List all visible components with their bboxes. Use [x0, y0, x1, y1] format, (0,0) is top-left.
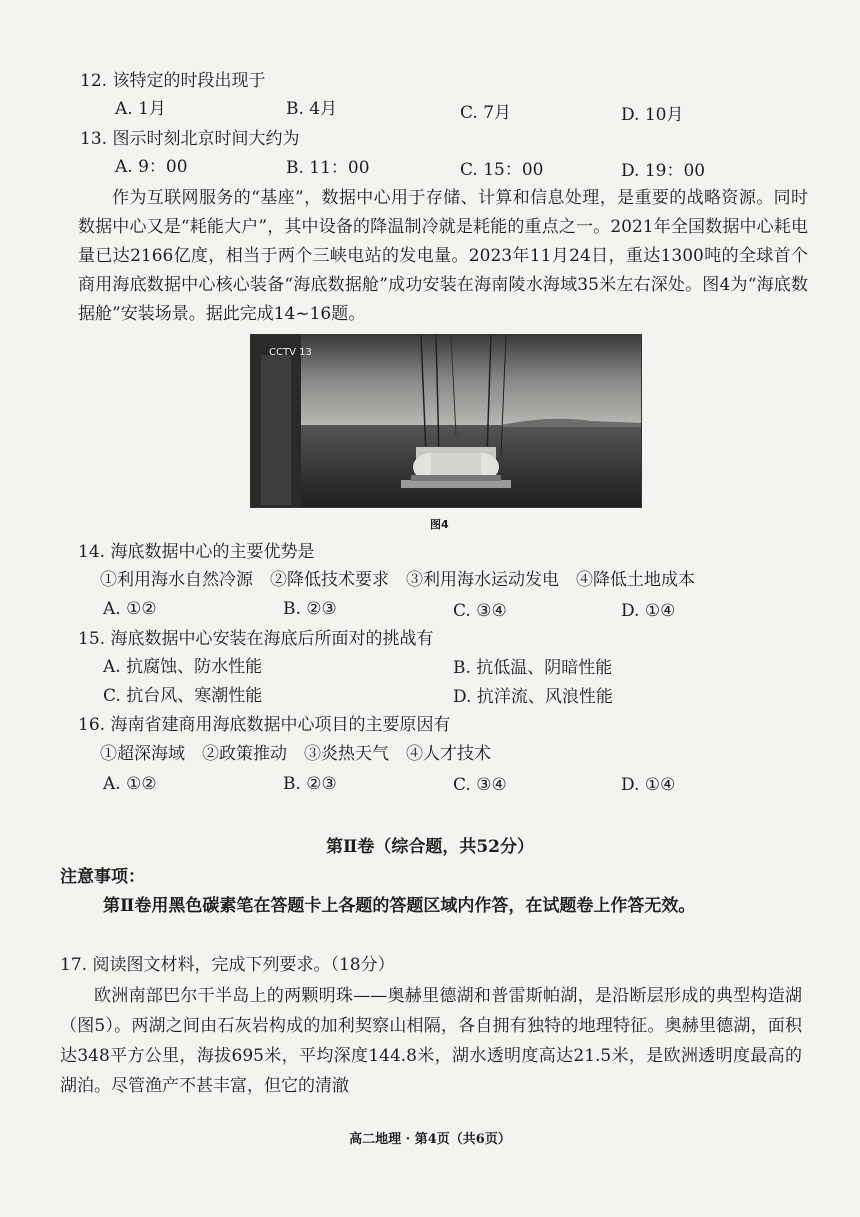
q16-items: ①超深海域 ②政策推动 ③炎热天气 ④人才技术: [100, 744, 491, 764]
q12-option-d: D. 10月: [621, 105, 684, 125]
question-15-stem: 15. 海底数据中心安装在海底后所面对的挑战有: [78, 629, 434, 649]
question-13-stem: 13. 图示时刻北京时间大约为: [80, 129, 300, 149]
q12-option-a: A. 1月: [115, 99, 166, 119]
notice-text: 第Ⅱ卷用黑色碳素笔在答题卡上各题的答题区域内作答，在试题卷上作答无效。: [103, 896, 696, 916]
question-14-stem: 14. 海底数据中心的主要优势是: [78, 542, 315, 562]
question-16-stem: 16. 海南省建商用海底数据中心项目的主要原因有: [78, 715, 451, 735]
q17-text: 欧洲南部巴尔干半岛上的两颗明珠——奥赫里德湖和普雷斯帕湖，是沿断层形成的典型构造湖（图5）。两湖之间由石灰岩构成的加利契察山相隔，各自拥有独特的地理特征。奥赫里德湖，面积达348平方公里，海拔695米，平均深度144.8米，湖水透明度高达21.5米，是欧洲透明度最高的湖泊。尽管渔产不甚丰富，但它的清澈: [60, 986, 802, 1096]
q16-option-a: A. ①②: [103, 774, 157, 794]
q13-option-b: B. 11：00: [286, 158, 370, 178]
q15-option-c: C. 抗台风、寒潮性能: [103, 686, 263, 706]
notice-label: 注意事项：: [60, 867, 145, 887]
figure-4-photo: [250, 334, 642, 508]
section-2-title: 第Ⅱ卷（综合题，共52分）: [326, 837, 534, 857]
q16-option-b: B. ②③: [283, 774, 337, 794]
q14-option-b: B. ②③: [283, 599, 337, 619]
q15-option-d: D. 抗洋流、风浪性能: [453, 687, 613, 707]
q14-items: ①利用海水自然冷源 ②降低技术要求 ③利用海水运动发电 ④降低土地成本: [100, 570, 695, 590]
question-17-stem: 17. 阅读图文材料，完成下列要求。（18分）: [60, 955, 395, 975]
q14-option-a: A. ①②: [103, 599, 157, 619]
q13-option-c: C. 15：00: [460, 160, 544, 180]
q12-option-b: B. 4月: [286, 99, 338, 119]
question-12-stem: 12. 该特定的时段出现于: [80, 71, 266, 91]
q13-option-d: D. 19：00: [621, 161, 706, 181]
q13-option-a: A. 9：00: [115, 157, 188, 177]
q15-option-a: A. 抗腐蚀、防水性能: [103, 657, 263, 677]
q14-option-d: D. ①④: [621, 601, 676, 621]
q15-option-b: B. 抗低温、阴暗性能: [453, 658, 613, 678]
q16-option-d: D. ①④: [621, 775, 676, 795]
q12-option-c: C. 7月: [460, 103, 512, 123]
page-footer: 高二地理 · 第4页（共6页）: [349, 1132, 511, 1147]
q14-option-c: C. ③④: [453, 601, 507, 621]
q17-material: [60, 981, 802, 1101]
passage-data-center: [78, 184, 808, 329]
tv-watermark: CCTV 13: [269, 347, 312, 358]
figure-4-caption: 图4: [430, 518, 449, 531]
undersea-data-module-photo: [251, 335, 641, 507]
q16-option-c: C. ③④: [453, 775, 507, 795]
passage-text: 作为互联网服务的“基座”，数据中心用于存储、计算和信息处理，是重要的战略资源。同时数据中心又是“耗能大户”，其中设备的降温制冷就是耗能的重点之一。2021年全国数据中心耗电量已达2166亿度，相当于两个三峡电站的发电量。2023年11月24日，重达1300吨的全球首个商用海底数据中心核心装备“海底数据舱”成功安装在海南陵水海域35米左右深处。图4为“海底数据舱”安装场景。据此完成14~16题。: [78, 188, 808, 324]
